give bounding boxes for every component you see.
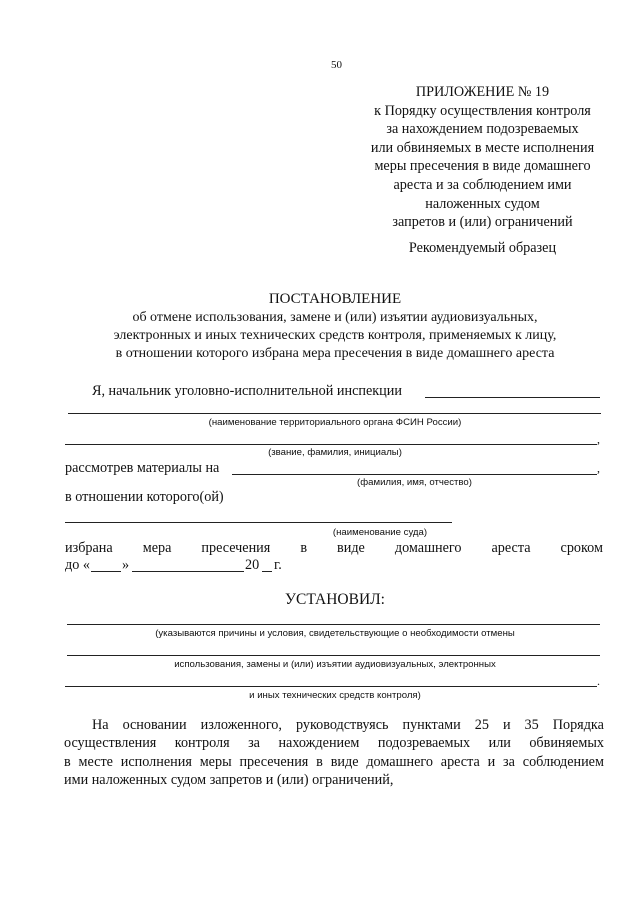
appendix-line: наложенных судом [425,195,540,212]
document-subtitle [60,309,610,363]
word: сроком [560,540,603,556]
word: 35 [524,717,539,733]
word: обвиняемых [529,735,604,752]
subtitle-line: в отношении которого избрана мера пресечения в виде домашнего ареста [115,346,555,361]
intro-text: Я, начальник уголовно-исполнительной инспекции [92,383,402,399]
caption-reasons-1: (указываются причины и условия, свидетельствующие о необходимости отмены [155,628,515,639]
appendix-line: ПРИЛОЖЕНИЕ № 19 [415,84,550,100]
word: меры [199,753,232,770]
word: виде [330,753,359,770]
reasons-field-1[interactable] [67,624,600,625]
court-name-field[interactable] [65,522,452,523]
paragraph-line [64,771,604,789]
caption-rank: (звание, фамилия, инициалы) [268,447,402,458]
reasons-field-3[interactable] [65,686,597,687]
rank-name-field[interactable] [65,444,597,445]
word: пунктами [402,717,461,733]
word: месте [78,753,113,770]
word: пресечения [239,753,309,770]
inspection-name-field-continued[interactable] [68,413,601,414]
word: домашнего [366,753,433,770]
date-year-suffix: г. [274,557,282,573]
word: подозреваемых [377,735,471,752]
date-year-prefix: 20 [245,557,260,573]
word: пресечения [201,540,271,556]
appendix-line: или обвиняемых в месте исполнения [370,139,595,156]
word: нахождением [278,735,360,752]
fio-field[interactable] [232,474,597,475]
document-title: ПОСТАНОВЛЕНИЕ [268,291,402,307]
word: за [503,753,515,770]
word: изложенного, [200,717,282,733]
date-prefix: до « [65,557,90,573]
appendix-header [355,83,610,232]
word: в [300,540,308,556]
paragraph-line [64,753,604,771]
date-month-field[interactable] [132,571,244,572]
word: осуществления [64,735,157,752]
word: виде [337,540,365,556]
comma: , [597,432,600,446]
word: соблюдением [522,753,604,770]
appendix-line: меры пресечения в виде домашнего [374,158,591,175]
paragraph-line [64,734,604,752]
word: 25 [474,717,489,733]
date-day-field[interactable] [91,571,121,572]
appendix-line: за нахождением подозреваемых [386,121,579,138]
word: или [488,735,511,752]
appendix-line: к Порядку осуществления контроля [374,102,591,119]
caption-reasons-2: использования, замены и (или) изъятии аудиовизуальных, электронных [174,659,496,670]
appendix-line: запретов и (или) ограничений [392,214,573,231]
sample-label: Рекомендуемый образец [408,240,557,256]
word: руководствуясь [295,717,389,733]
reasons-field-2[interactable] [67,655,600,656]
established-heading: УСТАНОВИЛ: [285,591,385,608]
comma: , [597,461,600,475]
word: и [487,753,496,770]
word: в [316,753,323,770]
subtitle-line: об отмене использования, замене и (или) изъятии аудиовизуальных, [132,310,538,325]
word: ими наложенных судом запретов и (или) ограничений, [64,772,394,789]
word: ареста [491,540,531,556]
caption-org: (наименование территориального органа ФСИН России) [208,417,462,428]
inspection-name-field[interactable] [425,397,600,398]
word: в [64,753,71,770]
page-number: 50 [331,59,342,71]
measure-row [65,540,603,557]
word: ареста [440,753,480,770]
word: мера [142,540,172,556]
regarding-label: в отношении которого(ой) [65,489,224,505]
date-quote-close: » [122,557,130,573]
caption-fio: (фамилия, имя, отчество) [357,477,472,488]
appendix-line: ареста и за соблюдением ими [393,176,572,193]
word: и [502,717,511,733]
subtitle-line: электронных и иных технических средств контроля, применяемых к лицу, [113,328,557,343]
materials-label: рассмотрев материалы на [65,460,220,476]
date-year-field[interactable] [262,571,272,572]
basis-paragraph [64,716,604,790]
word: домашнего [394,540,462,556]
caption-court: (наименование суда) [332,527,428,538]
word: избрана [65,540,113,556]
word: исполнения [120,753,192,770]
caption-reasons-3: и иных технических средств контроля) [249,690,421,701]
word: контроля [174,735,230,752]
period: . [597,674,600,688]
word: На [92,717,109,733]
paragraph-line [64,716,604,734]
word: основании [122,717,187,733]
word: Порядка [552,717,604,733]
word: за [248,735,260,752]
